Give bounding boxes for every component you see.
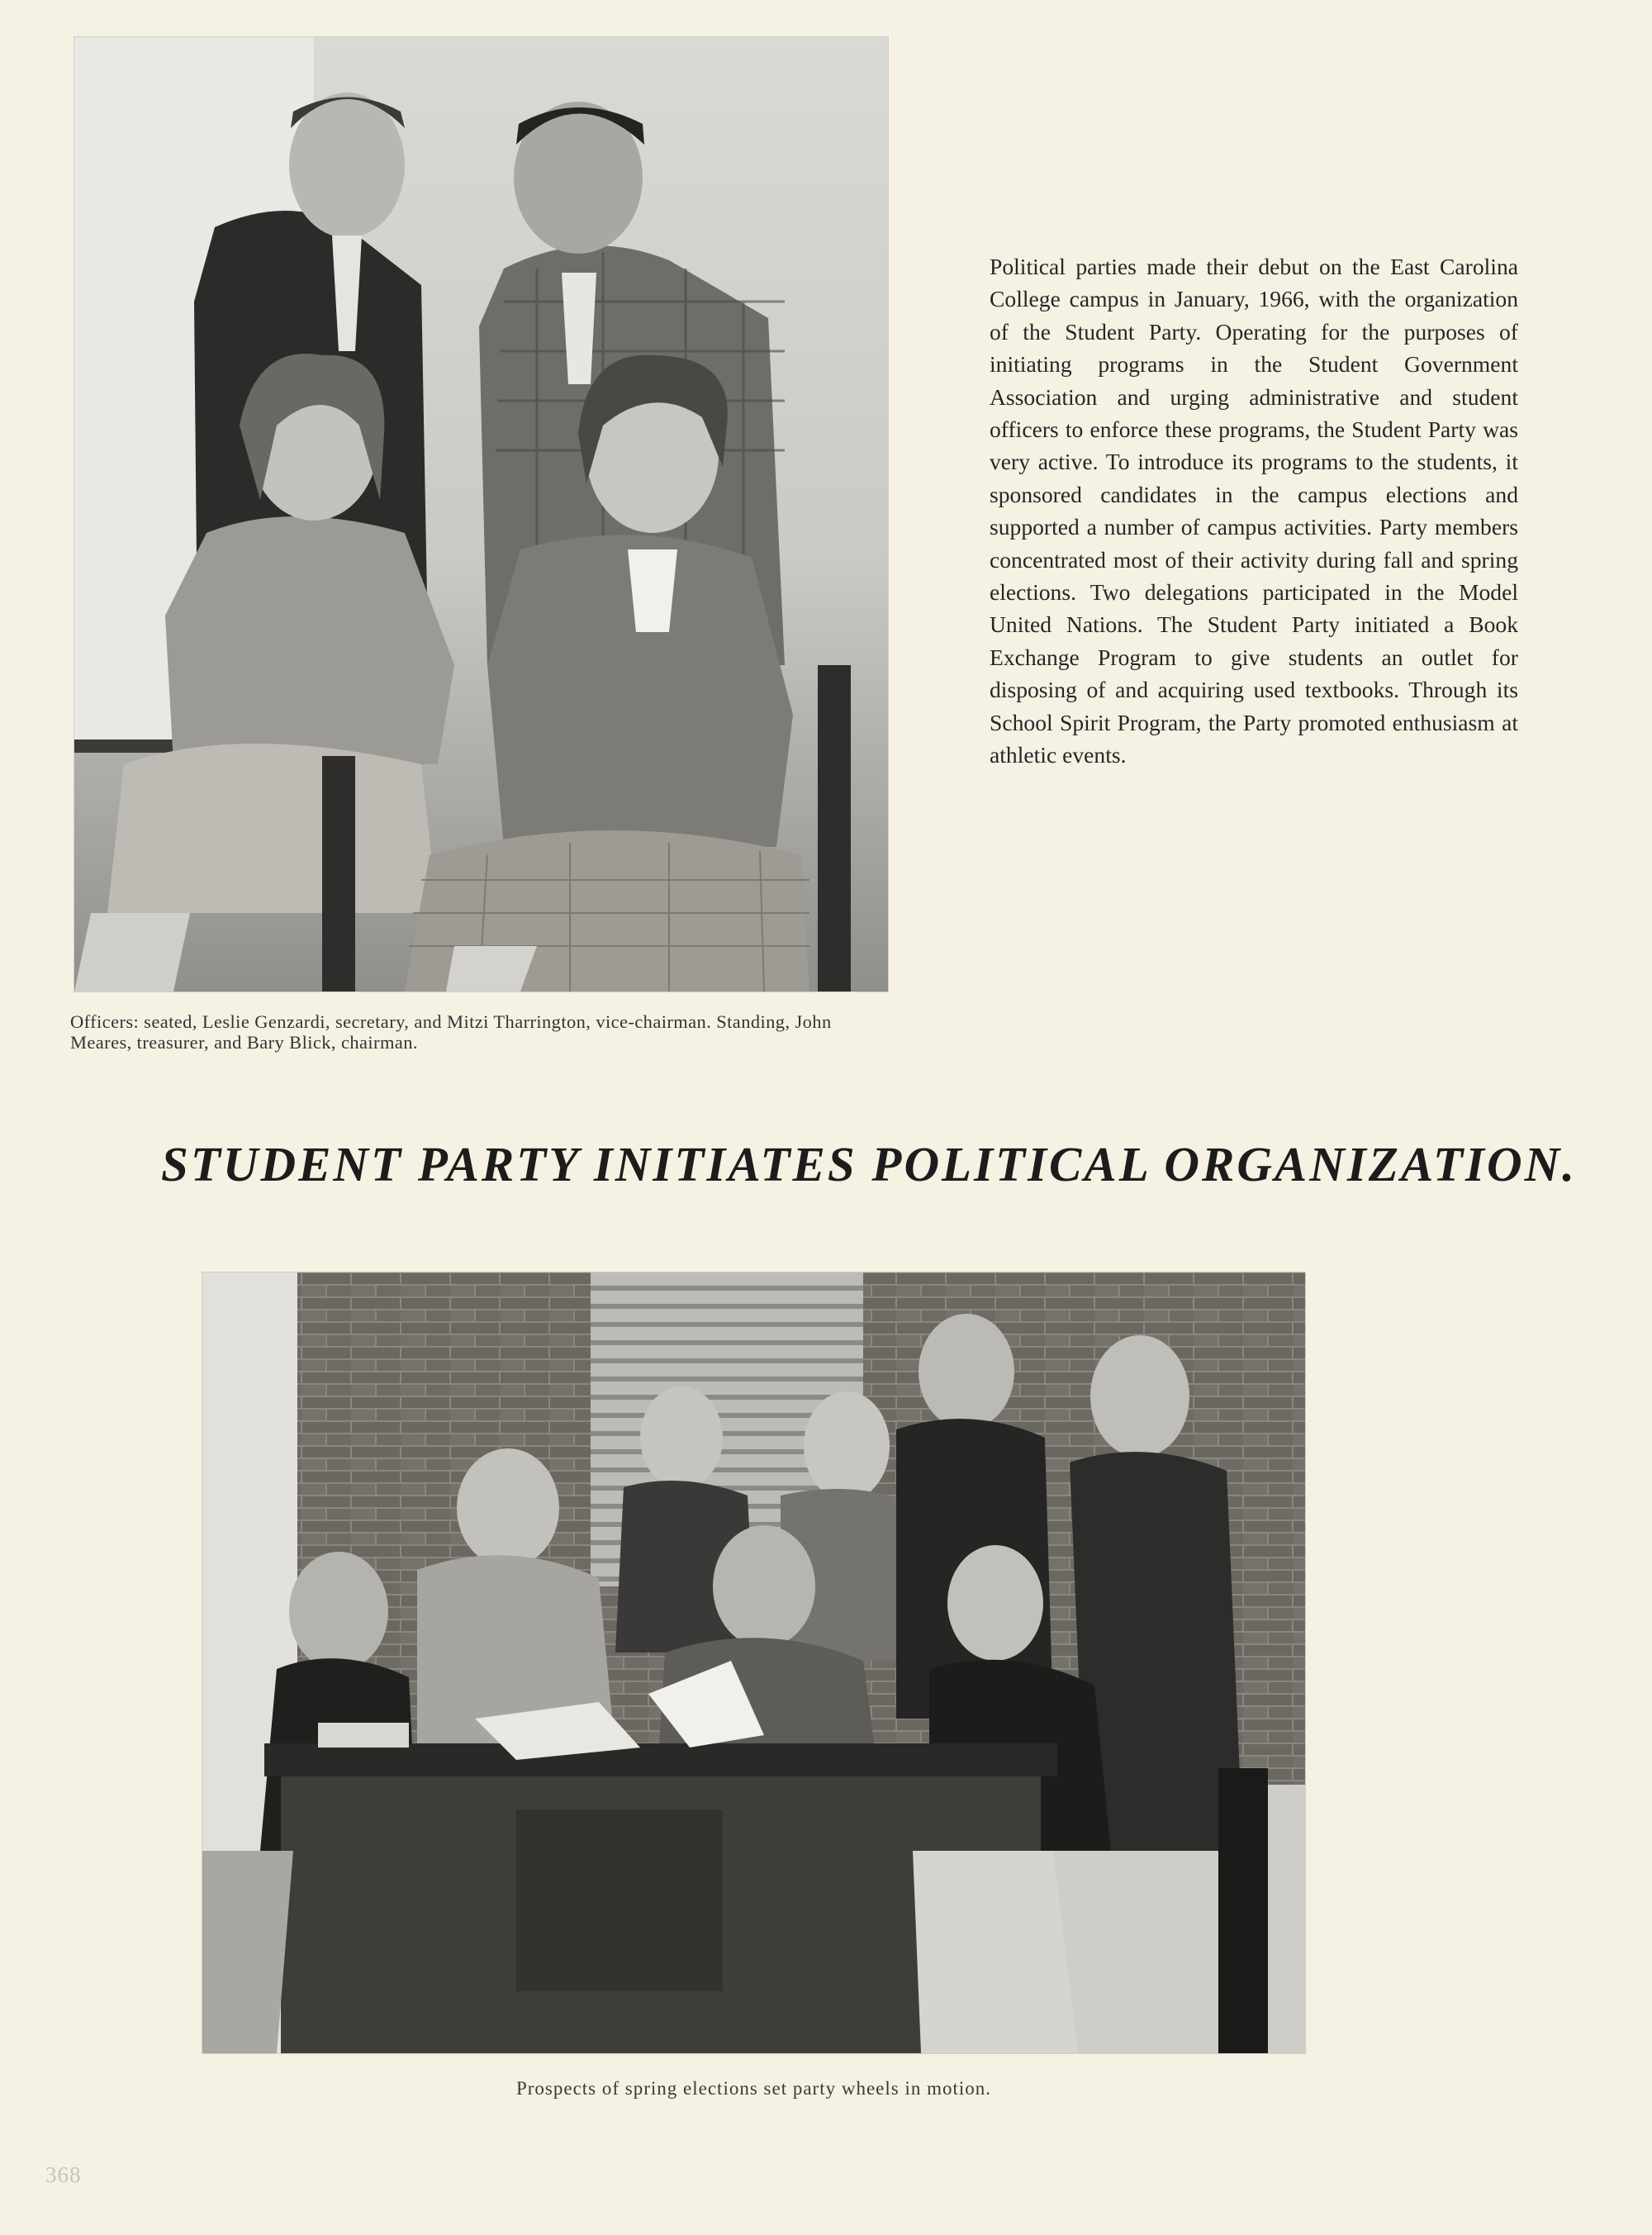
group-photo xyxy=(202,1272,1305,2053)
officers-photo-caption: Officers: seated, Leslie Genzardi, secretary, and Mitzi Tharrington, vice-chairman. Standing, John Meares, treasurer, and Bary Blick, chairman. xyxy=(70,1011,832,1053)
page-number: 368 xyxy=(45,2162,82,2187)
page-headline: STUDENT PARTY INITIATES POLITICAL ORGANIZATION. xyxy=(161,1137,1577,1191)
group-photo-caption: Prospects of spring elections set party wheels in motion. xyxy=(515,2078,992,2099)
officers-photo xyxy=(74,37,888,991)
group-photo-image xyxy=(202,1272,1305,2053)
article-body-text: Political parties made their debut on the East Carolina College campus in January, 1966, with the organization of the Student Party. Operating for the purposes of initiating programs in the Student Government Association and urging administrative and student officers to enforce these programs, the Student Party was very active. To introduce its programs to the students, it sponsored candidates in the campus elections and supported a number of campus activities. Party members concentrated most of their activity during fall and spring elections. Two delegations participated in the Model United Nations. The Student Party initiated a Book Exchange Program to give students an outlet for disposing of and acquiring used textbooks. Through its School Spirit Program, the Party promoted enthusiasm at athletic events. xyxy=(990,254,1518,768)
officers-photo-image xyxy=(74,37,888,991)
